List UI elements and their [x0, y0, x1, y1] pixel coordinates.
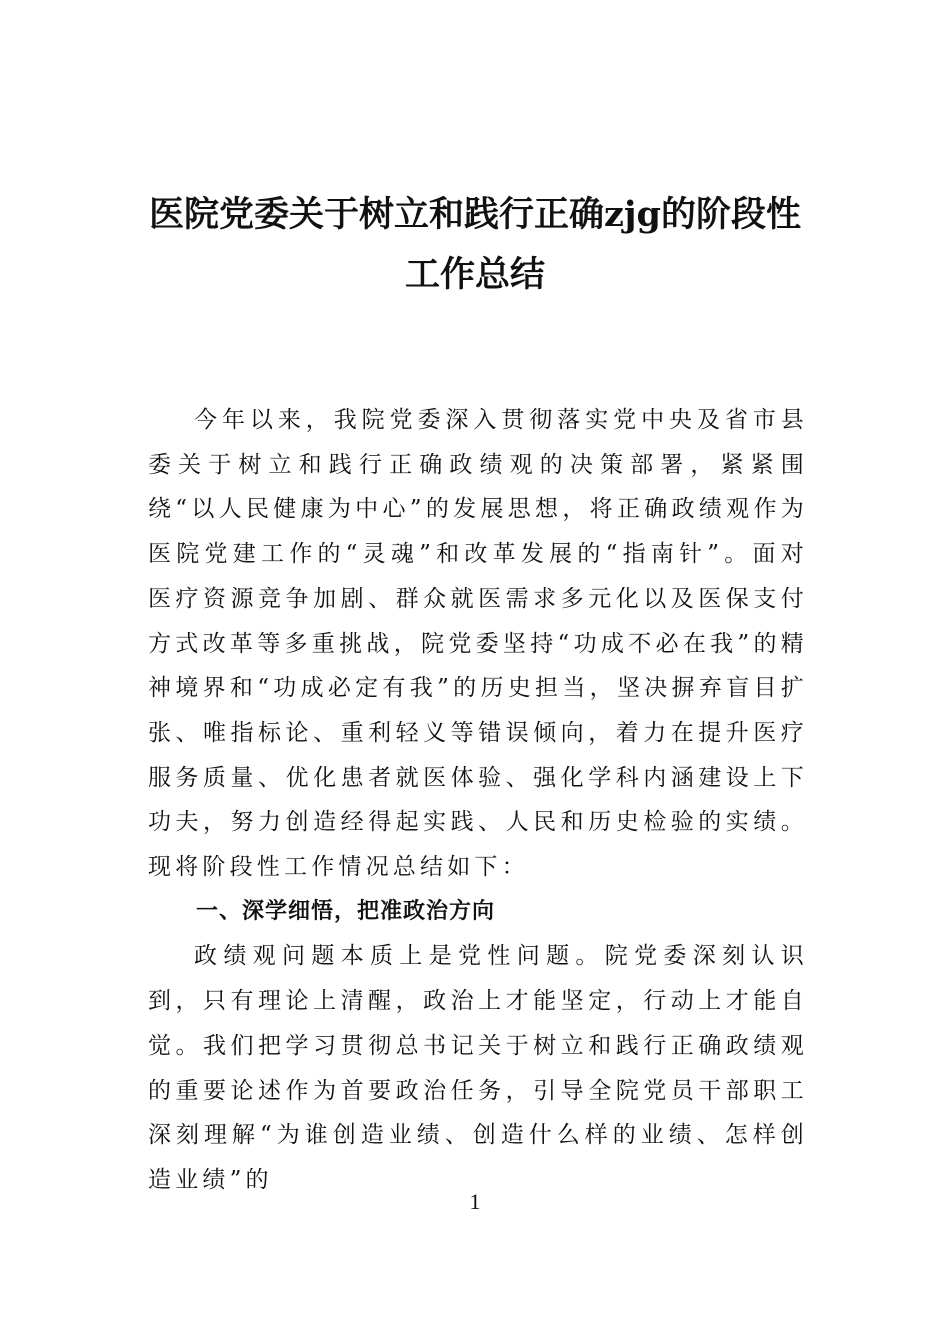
title-line-1: 医院党委关于树立和践行正确zjg的阶段性: [148, 194, 801, 235]
page-number: 1: [469, 1189, 481, 1214]
document-title: [120, 185, 830, 305]
section-1-paragraph: 政绩观问题本质上是党性问题。院党委深刻认识到，只有理论上清醒，政治上才能坚定，行动上才能自觉。我们把学习贯彻总书记关于树立和践行正确政绩观的重要论述作为首要政治任务，引导全院党员干部职工深刻理解“为谁创造业绩、创造什么样的业绩、怎样创造业绩”的: [148, 943, 808, 1193]
title-line-2: 工作总结: [404, 254, 545, 295]
intro-paragraph: 今年以来，我院党委深入贯彻落实党中央及省市县委关于树立和践行正确政绩观的决策部署，紧紧围绕“以人民健康为中心”的发展思想，将正确政绩观作为医院党建工作的“灵魂”和改革发展的“指南针”。面对医疗资源竞争加剧、群众就医需求多元化以及医保支付方式改革等多重挑战，院党委坚持“功成不必在我”的精神境界和“功成必定有我”的历史担当，坚决摒弃盲目扩张、唯指标论、重利轻义等错误倾向，着力在提升医疗服务质量、优化患者就医体验、强化学科内涵建设上下功夫，努力创造经得起实践、人民和历史检验的实绩。现将阶段性工作情况总结如下：: [148, 407, 808, 881]
section-heading-1: 一、深学细悟，把准政治方向: [196, 898, 496, 924]
document-body: [148, 398, 808, 1203]
